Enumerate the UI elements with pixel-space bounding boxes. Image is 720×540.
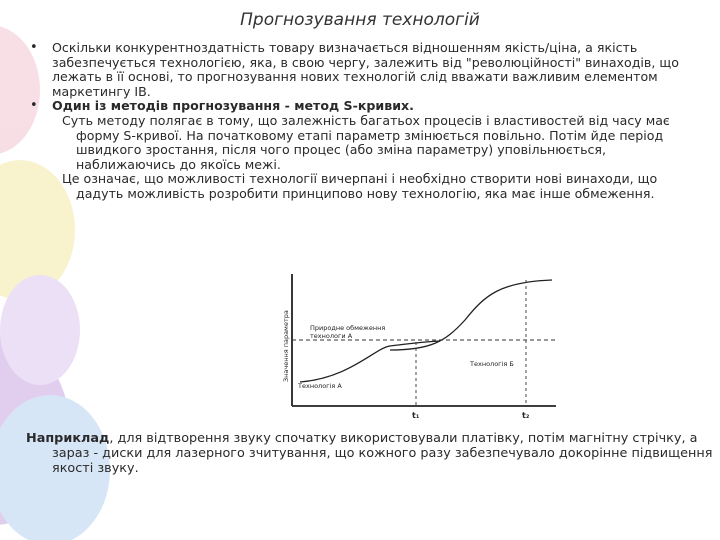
- bullet-text: Один із методів прогнозування - метод S-кривих.: [52, 98, 414, 114]
- bullet-dot-icon: •: [30, 98, 38, 114]
- paragraph-s-curve-essence: Суть методу полягає в тому, що залежність багатьох процесів і властивостей від часу має форму S-кривої. На початковому етапі параметр змінюється повільно. Потім йде період швидкого зростання, після чого процес (або зміна параметру) уповільнюється, наближаючись до якоїсь межі.: [62, 112, 670, 172]
- example-text: , для відтворення звуку спочатку використовували платівку, потім магнітну стрічку, а зараз - диски для лазерного зчитування, що кожного разу забезпечувало докорінне підвищення якості звуку.: [52, 431, 713, 476]
- tech-b-curve: [390, 280, 552, 350]
- page-title: Прогнозування технологій: [240, 10, 480, 30]
- bullet-dot-icon: •: [30, 40, 38, 55]
- y-axis-label: Значення параметра: [282, 310, 290, 382]
- bullet-item-2: [26, 99, 706, 114]
- tech-b-label: Технологія Б: [470, 360, 514, 368]
- t1-label: t₁: [412, 411, 420, 420]
- t2-label: t₂: [522, 411, 530, 420]
- example-lead: Наприклад: [26, 431, 110, 446]
- natural-limit-label-line2: технологи А: [310, 332, 353, 340]
- s-curve-diagram: [270, 270, 560, 430]
- tech-a-label: Технологія А: [298, 382, 342, 390]
- paragraph-conclusion: Це означає, що можливості технології вичерпані і необхідно створити нові винаходи, що дадуть можливість розробити принципово нову технологію, яка має інше обмеження.: [62, 171, 658, 201]
- bullet-item-1: [26, 41, 706, 99]
- bullet-text: Оскільки конкурентноздатність товару визначається відношенням якість/ціна, а якість забезпечується технологією, яка, в свою чергу, залежить від "революційності" винаходів, що лежать в її основі, то прогнозування нових технологій слід вважати важливим елементом маркетингу ІВ.: [52, 40, 679, 99]
- example-paragraph: [26, 432, 720, 476]
- bullet-list: [26, 41, 706, 202]
- natural-limit-label-line1: Природне обмеження: [310, 324, 386, 332]
